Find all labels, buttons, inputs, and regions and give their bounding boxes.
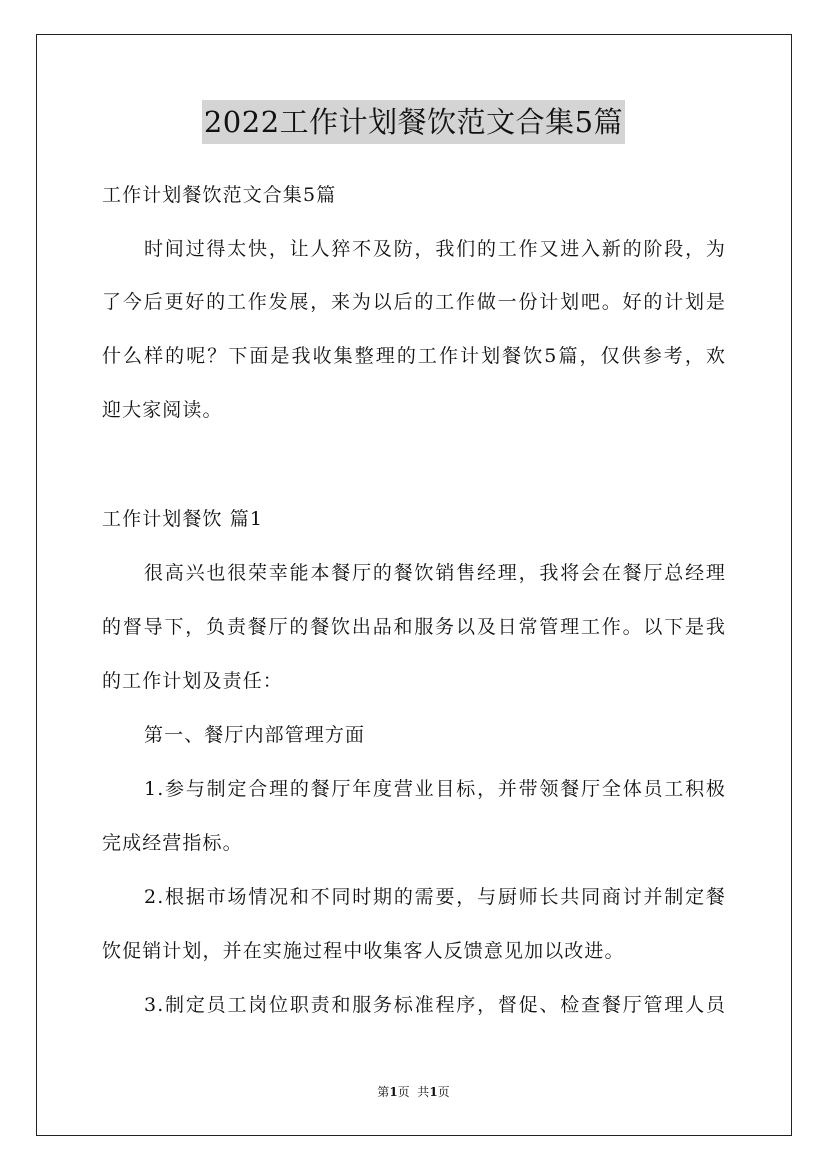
page-footer xyxy=(0,1084,827,1100)
paragraph-line: 的工作计划及责任： xyxy=(102,670,283,692)
page-label-mid: 页 共 xyxy=(397,1085,430,1099)
document-title: 2022工作计划餐饮范文合集5篇 xyxy=(202,100,625,144)
list-item-line: 1.参与制定合理的餐厅年度营业目标，并带领餐厅全体员工积极 xyxy=(144,778,726,800)
paragraph-line: 的督导下，负责餐厅的餐饮出品和服务以及日常管理工作。以下是我 xyxy=(102,616,726,638)
page-total: 1 xyxy=(429,1085,438,1099)
list-item-line: 3.制定员工岗位职责和服务标准程序，督促、检查餐厅管理人员 xyxy=(144,994,726,1016)
subtitle-line: 工作计划餐饮范文合集5篇 xyxy=(102,184,337,206)
page-current: 1 xyxy=(389,1085,398,1099)
page-label-suffix: 页 xyxy=(437,1085,450,1099)
title-wrapper xyxy=(0,100,827,144)
subsection-heading: 第一、餐厅内部管理方面 xyxy=(144,724,366,746)
list-item-line: 2.根据市场情况和不同时期的需要，与厨师长共同商讨并制定餐 xyxy=(144,886,726,908)
list-item-line: 完成经营指标。 xyxy=(102,832,243,854)
list-item-line: 饮促销计划，并在实施过程中收集客人反馈意见加以改进。 xyxy=(102,940,625,962)
page-label-prefix: 第 xyxy=(377,1085,390,1099)
paragraph-line: 了今后更好的工作发展，来为以后的工作做一份计划吧。好的计划是 xyxy=(102,291,726,313)
paragraph-line: 很高兴也很荣幸能本餐厅的餐饮销售经理，我将会在餐厅总经理 xyxy=(144,562,726,584)
paragraph-line: 什么样的呢？下面是我收集整理的工作计划餐饮5篇，仅供参考，欢 xyxy=(102,345,726,367)
paragraph-line: 迎大家阅读。 xyxy=(102,399,223,421)
paragraph-line: 时间过得太快，让人猝不及防，我们的工作又进入新的阶段，为 xyxy=(144,238,726,260)
section-heading: 工作计划餐饮 篇1 xyxy=(102,508,264,530)
